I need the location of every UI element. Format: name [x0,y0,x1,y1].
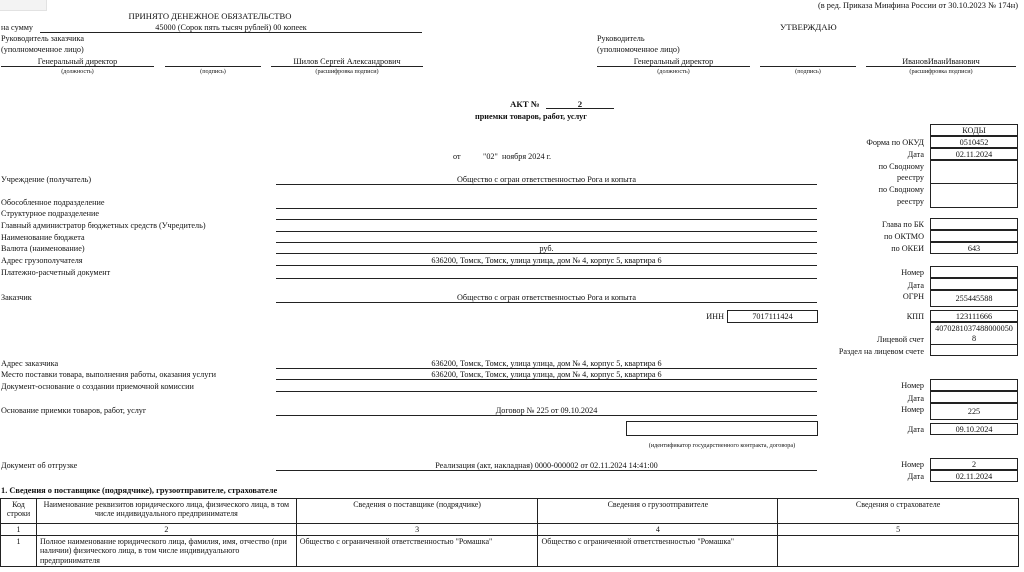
sum-label: на сумму [1,23,34,32]
oktmo-cell [930,230,1018,242]
svod1a-label: по Сводному [878,162,924,171]
nomer5-cell: 2 [930,458,1018,470]
num-cell: 2 [36,524,296,536]
nomer4-cell: 225 [930,403,1018,420]
customer-value: Общество с огран ответственностью Рога и копыта [457,293,636,302]
sum-value: 45000 (Сорок пять тысяч рублей) 00 копеек [155,23,307,32]
header-supplier: Сведения о поставщике (подрядчике) [296,499,538,524]
consignee-label: Адрес грузополучателя [1,256,83,265]
right-cap-decode: (расшифровка подписи) [909,68,973,75]
left-position: Генеральный директор [37,57,118,66]
act-subtitle: приемки товаров, работ, услуг [475,112,587,121]
table-row [1,536,1019,567]
header-shipper: Сведения о грузоотправителе [538,499,778,524]
okei-label: по ОКЕИ [891,244,924,253]
basis-label: Основание приемки товаров, работ, услуг [1,406,147,415]
date4-cell: 09.10.2024 [930,423,1018,435]
left-cap-position: (должность) [61,68,94,75]
act-title: АКТ № [510,99,540,109]
nomer3-label: Номер [901,381,924,390]
consignee-value: 636200, Томск, Томск, улица улица, дом № 4, корпус 5, квартира 6 [431,256,662,265]
date-cell: 02.11.2024 [930,148,1018,160]
right-cap-sign: (подпись) [795,68,821,75]
num-cell: 4 [538,524,778,536]
date4-label: Дата [907,425,924,434]
oktmo-label: по ОКТМО [884,232,924,241]
contract-id-caption: (идентификатор государственного контракта, договора) [648,442,796,449]
left-cap-decode: (расшифровка подписи) [315,68,379,75]
gabs-label: Главный администратор бюджетных средств (Учредитель) [1,221,206,230]
act-date-rest: ноября 2024 г. [502,152,552,161]
svod1-cell [930,160,1018,184]
contract-id-box [626,421,818,436]
commission-label: Документ-основание о создании приемочной комиссии [1,382,194,391]
header-insurer: Сведения о страхователе [778,499,1019,524]
svod1b-label: реестру [897,173,924,182]
shipment-value: Реализация (акт, накладная) 0000-000002 от 02.11.2024 14:41:00 [435,461,658,470]
date5-label: Дата [907,472,924,481]
left-cap-sign: (подпись) [200,68,226,75]
section1-title: 1. Сведения о поставщике (подрядчике), грузоотправителе, страхователе [1,486,278,495]
date-label: Дата [907,150,924,159]
currency-label: Валюта (наименование) [1,244,85,253]
cust-addr-label: Адрес заказчика [1,359,59,368]
num-cell: 5 [778,524,1019,536]
delivery-label: Место поставки товара, выполнения работы, оказания услуги [1,370,217,379]
nomer3-cell [930,379,1018,391]
recipient-value: Общество с огран ответственностью Рога и копыта [457,175,636,184]
sheet-corner [0,0,47,11]
cust-addr-value: 636200, Томск, Томск, улица улица, дом № 4, корпус 5, квартира 6 [431,359,662,368]
nomer5-label: Номер [901,460,924,469]
section1-table [0,498,1019,567]
table-num-row [1,524,1019,536]
ls-value2: 8 [971,334,977,343]
edition-note: (в ред. Приказа Минфина России от 30.10.2023 № 174н) [817,1,1018,10]
glava-label: Глава по БК [882,220,924,229]
date5-cell: 02.11.2024 [930,470,1018,482]
act-number: 2 [577,99,583,109]
razdel-label: Раздел на лицевом счете [838,347,924,356]
shipment-label: Документ об отгрузке [1,461,78,470]
razdel-cell [930,344,1018,356]
svod2-cell [930,183,1018,208]
obligation-title: ПРИНЯТО ДЕНЕЖНОЕ ОБЯЗАТЕЛЬСТВО [128,11,292,21]
svod2b-label: реестру [897,197,924,206]
table-header-row [1,499,1019,524]
basis-value: Договор № 225 от 09.10.2024 [495,406,598,415]
num-cell: 1 [1,524,37,536]
nomer-cell [930,266,1018,278]
payment-label: Платежно-расчетный документ [1,268,111,277]
act-date-from: от [453,152,461,161]
right-position: Генеральный директор [633,57,714,66]
date2-label: Дата [907,281,924,290]
right-cap-position: (должность) [657,68,690,75]
row-supplier: Общество с ограниченной ответственностью "Ромашка" [296,536,538,567]
glava-cell [930,218,1018,230]
left-head-label: Руководитель заказчика [1,34,85,43]
row-name: Полное наименование юридического лица, фамилия, имя, отчество (при наличии) физического лица, в том числе индивидуального предпринимателя [36,536,296,567]
okud-label: Форма по ОКУД [866,138,924,147]
svod2a-label: по Сводному [878,185,924,194]
nomer4-label: Номер [901,405,924,414]
ls-value1: 4070281037488000050 [935,324,1013,333]
header-code: Код строки [1,499,37,524]
approve-title: УТВЕРЖДАЮ [780,22,837,32]
budget-label: Наименование бюджета [1,233,85,242]
row-code: 1 [1,536,37,567]
row-insurer [778,536,1019,567]
ogrn-cell: 255445588 [930,290,1018,307]
date2-cell [930,278,1018,290]
currency-value: руб. [539,244,554,253]
date3-label: Дата [907,394,924,403]
inn-box: 7017111424 [727,310,818,323]
kpp-cell: 123111666 [930,310,1018,322]
right-head-sub: (уполномоченное лицо) [597,45,680,54]
ls-label: Лицевой счет [876,335,924,344]
ogrn-label: ОГРН [902,292,924,301]
date3-cell [930,391,1018,403]
left-head-sub: (уполномоченное лицо) [1,45,84,54]
right-signer: ИвановИванИванович [902,57,980,66]
customer-label: Заказчик [1,293,32,302]
struct-label: Структурное подразделение [1,209,100,218]
left-signer: Шилов Сергей Александрович [293,57,401,66]
num-cell: 3 [296,524,538,536]
okei-cell: 643 [930,242,1018,254]
recipient-label: Учреждение (получатель) [1,175,92,184]
right-head-label: Руководитель [597,34,645,43]
nomer-label: Номер [901,268,924,277]
separate-label: Обособленное подразделение [1,198,105,207]
act-date-day: "02" [483,152,498,161]
header-name: Наименование реквизитов юридического лица, физического лица, в том числе индивидуального предпринимателя [36,499,296,524]
kpp-label: КПП [906,312,924,321]
delivery-value: 636200, Томск, Томск, улица улица, дом № 4, корпус 5, квартира 6 [431,370,662,379]
ls-cell [930,322,1018,345]
inn-label: ИНН [706,312,724,321]
okud-cell: 0510452 [930,136,1018,148]
row-shipper: Общество с ограниченной ответственностью "Ромашка" [538,536,778,567]
codes-header: КОДЫ [930,124,1018,136]
